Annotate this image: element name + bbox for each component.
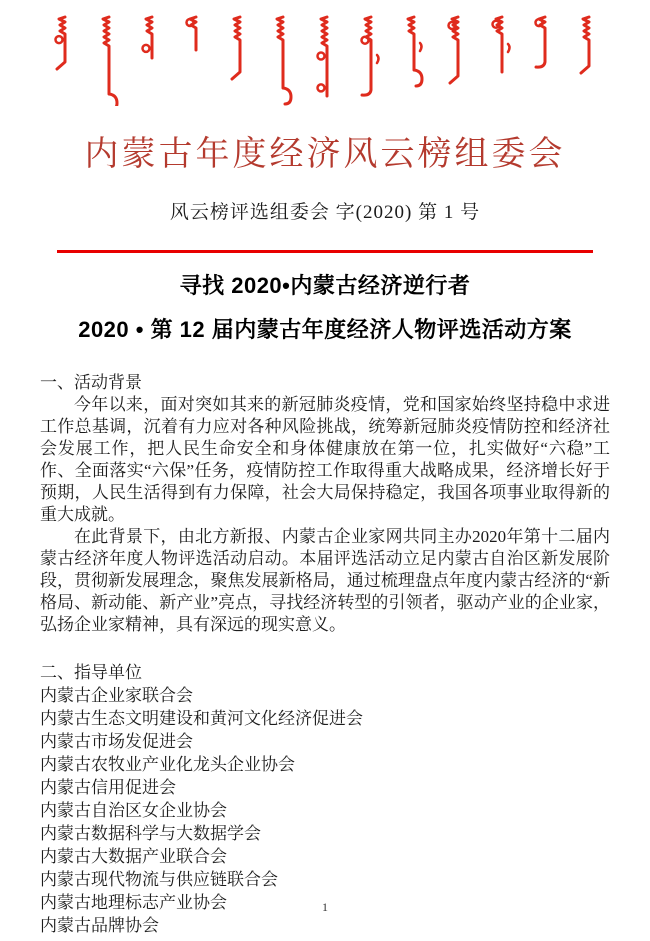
headline-secondary: 2020 • 第 12 届内蒙古年度经济人物评选活动方案 bbox=[78, 317, 572, 342]
headline-primary: 寻找 2020•内蒙古经济逆行者 bbox=[179, 273, 471, 298]
guidance-unit-item: 内蒙古农牧业产业化龙头企业协会 bbox=[40, 755, 295, 774]
guidance-unit-item: 内蒙古品牌协会 bbox=[40, 916, 159, 935]
guidance-unit-item: 内蒙古企业家联合会 bbox=[40, 686, 193, 705]
section-heading-background: 一、活动背景 bbox=[40, 373, 142, 392]
mongolian-glyph-column-icon bbox=[443, 14, 469, 106]
background-paragraph-2: 在此背景下，由北方新报、内蒙古企业家网共同主办2020年第十二届内蒙古经济年度人物评选活动启动。本届评选活动立足内蒙古自治区新发展阶段，贯彻新发展理念，聚焦发展新格局，通过梳理盘点年度内蒙古经济的“新格局、新动能、新产业”亮点，寻找经济转型的引领者，驱动产业的企业家，弘扬企业家精神，具有深远的现实意义。 bbox=[40, 527, 610, 634]
mongolian-glyph-column-icon bbox=[94, 14, 120, 106]
guidance-unit-item: 内蒙古大数据产业联合会 bbox=[40, 847, 227, 866]
mongolian-glyph-column-icon bbox=[137, 14, 163, 106]
document-number: 风云榜评选组委会 字(2020) 第 1 号 bbox=[169, 202, 481, 223]
mongolian-glyph-column-icon bbox=[399, 14, 425, 106]
mongolian-glyph-column-icon bbox=[181, 14, 207, 106]
guidance-unit-item: 内蒙古自治区女企业协会 bbox=[40, 801, 227, 820]
mongolian-script-banner bbox=[0, 0, 650, 106]
red-divider-rule bbox=[57, 250, 593, 253]
page-number: 1 bbox=[322, 900, 328, 914]
mongolian-glyph-column-icon bbox=[530, 14, 556, 106]
mongolian-glyph-column-icon bbox=[268, 14, 294, 106]
mongolian-glyph-column-icon bbox=[487, 14, 513, 106]
document-body bbox=[40, 372, 610, 937]
guidance-unit-item: 内蒙古地理标志产业协会 bbox=[40, 893, 227, 912]
guidance-unit-item: 内蒙古数据科学与大数据学会 bbox=[40, 824, 261, 843]
guidance-unit-item: 内蒙古信用促进会 bbox=[40, 778, 176, 797]
mongolian-glyph-column-icon bbox=[225, 14, 251, 106]
mongolian-glyph-column-icon bbox=[574, 14, 600, 106]
guidance-unit-item: 内蒙古生态文明建设和黄河文化经济促进会 bbox=[40, 709, 363, 728]
section-heading-guidance-units: 二、指导单位 bbox=[40, 663, 142, 682]
mongolian-glyph-column-icon bbox=[312, 14, 338, 106]
background-paragraph-1: 今年以来，面对突如其来的新冠肺炎疫情，党和国家始终坚持稳中求进工作总基调，沉着有力应对各种风险挑战，统筹新冠肺炎疫情防控和经济社会发展工作，把人民生命安全和身体健康放在第一位，扎实做好“六稳”工作、全面落实“六保”任务，疫情防控工作取得重大战略成果，经济增长好于预期，人民生活得到有力保障，社会大局保持稳定，我国各项事业取得新的重大成就。 bbox=[40, 395, 610, 524]
guidance-unit-item: 内蒙古市场发促进会 bbox=[40, 732, 193, 751]
guidance-unit-item: 内蒙古现代物流与供应链联合会 bbox=[40, 870, 278, 889]
mongolian-glyph-column-icon bbox=[50, 14, 76, 106]
mongolian-glyph-column-icon bbox=[356, 14, 382, 106]
organization-title: 内蒙古年度经济风云榜组委会 bbox=[84, 136, 566, 173]
